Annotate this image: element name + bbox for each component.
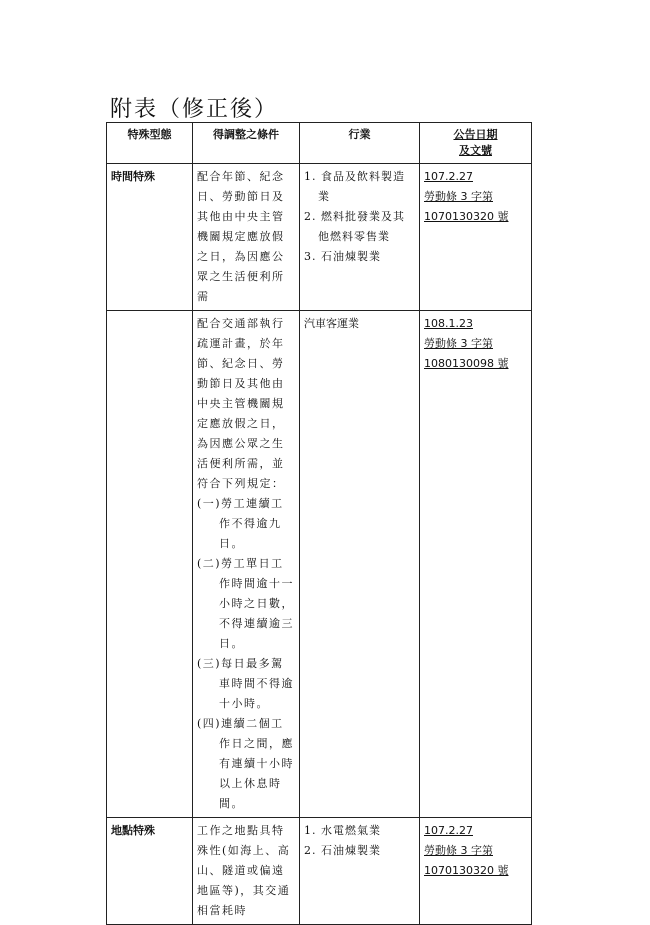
announcement-doc-number: 1070130320 號 (424, 210, 509, 223)
type-cell: 地點特殊 (107, 818, 193, 925)
announcement-doc-number: 1080130098 號 (424, 357, 509, 370)
header-type: 特殊型態 (107, 123, 193, 164)
industry-item: 2. 燃料批發業及其他燃料零售業 (304, 210, 405, 243)
table-header-row (107, 123, 532, 164)
industry-item: 汽車客運業 (304, 317, 359, 330)
announcement-doc-prefix: 勞動條 3 字第 (424, 190, 493, 203)
condition-sub-item: (二)勞工單日工作時間逾十一小時之日數，不得連續逾三日。 (197, 557, 294, 650)
header-announcement-line1: 公告日期 (453, 128, 498, 141)
page-title: 附表（修正後） (110, 97, 279, 122)
industry-item: 2. 石油煉製業 (304, 844, 381, 857)
table-row (107, 818, 532, 925)
industry-item: 1. 食品及飲料製造業 (304, 170, 405, 203)
type-cell (107, 311, 193, 818)
announcement-date: 107.2.27 (424, 824, 473, 837)
condition-cell: 配合年節、紀念日、勞動節日及其他由中央主管機關規定應放假之日，為因應公眾之生活便利所需 (193, 164, 300, 311)
condition-intro: 配合交通部執行疏運計畫，於年節、紀念日、勞動節日及其他由中央主管機關規定應放假之日，為因應公眾之生活便利所需，並符合下列規定： (197, 317, 285, 490)
adjustment-table (106, 122, 532, 925)
condition-sub-item: (三)每日最多駕車時間不得逾十小時。 (197, 657, 294, 710)
announcement-doc-prefix: 勞動條 3 字第 (424, 844, 493, 857)
table-row (107, 164, 532, 311)
announcement-doc-prefix: 勞動條 3 字第 (424, 337, 493, 350)
industry-item: 1. 水電燃氣業 (304, 824, 381, 837)
industry-cell (300, 818, 420, 925)
announcement-date: 107.2.27 (424, 170, 473, 183)
header-announcement-line2: 及文號 (459, 144, 492, 157)
announcement-date: 108.1.23 (424, 317, 473, 330)
table-row (107, 311, 532, 818)
header-condition: 得調整之條件 (193, 123, 300, 164)
condition-cell: 工作之地點具特殊性(如海上、高山、隧道或偏遠地區等)，其交通相當耗時 (193, 818, 300, 925)
announcement-cell (420, 164, 532, 311)
header-industry: 行業 (300, 123, 420, 164)
announcement-cell (420, 818, 532, 925)
condition-sub-item: (四)連續二個工作日之間，應有連續十小時以上休息時間。 (197, 717, 294, 810)
industry-cell (300, 311, 420, 818)
announcement-cell (420, 311, 532, 818)
industry-cell (300, 164, 420, 311)
industry-item: 3. 石油煉製業 (304, 250, 381, 263)
header-announcement (420, 123, 532, 164)
type-cell: 時間特殊 (107, 164, 193, 311)
announcement-doc-number: 1070130320 號 (424, 864, 509, 877)
condition-sub-item: (一)勞工連續工作不得逾九日。 (197, 497, 284, 550)
condition-cell (193, 311, 300, 818)
